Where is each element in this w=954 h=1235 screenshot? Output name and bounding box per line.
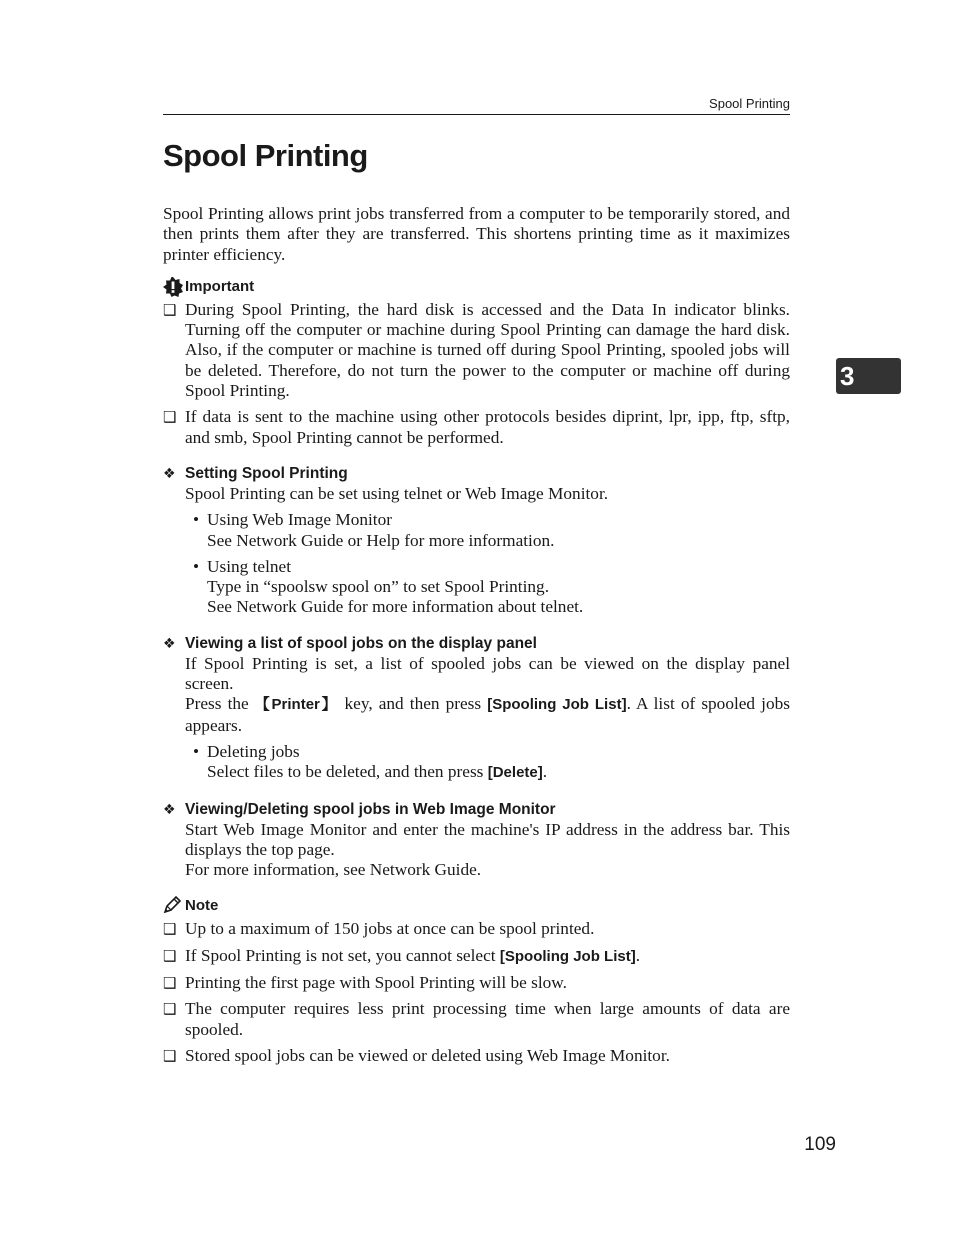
instruction-text: key, and then press: [338, 694, 488, 714]
instruction-text: Select files to be deleted, and then press: [207, 762, 488, 782]
important-label: Important: [185, 277, 255, 295]
diamond-icon: ❖: [163, 465, 176, 482]
viewing-panel-body: [185, 654, 790, 784]
chapter-tab: [836, 358, 901, 394]
important-icon: [163, 277, 185, 297]
spooling-job-list-label: [Spooling Job List]: [487, 696, 627, 714]
bullet-title: Using telnet: [207, 556, 291, 576]
viewing-web-body: [185, 820, 790, 881]
spooling-job-list-label: [Spooling Job List]: [499, 947, 636, 965]
list-item: [185, 510, 790, 551]
note-item: [163, 946, 790, 967]
note-item-text: The computer requires less print processing time when large amounts of data are spooled.: [185, 999, 790, 1039]
checkbox-icon: ❑: [163, 920, 177, 939]
note-label: Note: [185, 897, 219, 915]
viewing-web-paragraph: Start Web Image Monitor and enter the machine's IP address in the address bar. This displays the top page.: [185, 819, 790, 859]
viewing-panel-instructions: [185, 694, 790, 736]
bullet-line: See Network Guide or Help for more information.: [207, 530, 555, 550]
page-content: [163, 204, 790, 1072]
diamond-icon: ❖: [163, 801, 176, 818]
intro-paragraph: Spool Printing allows print jobs transferred from a computer to be temporarily stored, and then prints them after they are transferred. This shortens printing time as it maximizes printer efficiency.: [163, 204, 790, 264]
important-heading: [163, 277, 790, 297]
viewing-panel-heading-text: Viewing a list of spool jobs on the display panel: [185, 634, 537, 652]
viewing-web-paragraph: For more information, see Network Guide.: [185, 860, 482, 880]
note-item-text: Up to a maximum of 150 jobs at once can be spool printed.: [185, 919, 595, 939]
important-item-text: During Spool Printing, the hard disk is accessed and the Data In indicator blinks. Turning off the computer or machine during Spool Printing can damage the hard disk. Also, if the computer or machine is turned off during Spool Printing, spooled jobs will be deleted. Therefore, do not turn the power to the computer or machine off during Spool Printing.: [185, 299, 790, 401]
bullet-icon: •: [192, 741, 200, 761]
running-header: Spool Printing: [709, 96, 790, 111]
bullet-line: [207, 762, 790, 783]
header-rule: [163, 114, 790, 115]
important-item-text: If data is sent to the machine using other protocols besides diprint, lpr, ipp, ftp, sftp, and smb, Spool Printing cannot be performed.: [185, 407, 790, 447]
viewing-web-heading: [163, 800, 790, 820]
checkbox-icon: ❑: [163, 1046, 177, 1065]
viewing-panel-heading: [163, 634, 790, 654]
bullet-icon: •: [192, 510, 200, 530]
note-item: [163, 999, 790, 1040]
viewing-panel-paragraph: If Spool Printing is set, a list of spooled jobs can be viewed on the display panel screen.: [185, 653, 790, 694]
setting-heading-text: Setting Spool Printing: [185, 464, 348, 482]
page-number: 109: [804, 1134, 836, 1155]
setting-heading: [163, 464, 790, 484]
diamond-icon: ❖: [163, 635, 176, 652]
bullet-icon: •: [192, 556, 200, 576]
page-title: Spool Printing: [163, 138, 368, 173]
bullet-line: See Network Guide for more information about telnet.: [207, 597, 584, 617]
instruction-text: . A list of spooled jobs appears.: [185, 694, 790, 735]
list-item: [185, 742, 790, 784]
delete-key-label: [Delete]: [487, 764, 543, 782]
printer-key-label: 【Printer】: [254, 696, 339, 714]
note-item: [163, 919, 790, 939]
important-item: [163, 407, 790, 448]
note-item: [163, 973, 790, 993]
bullet-title: Using Web Image Monitor: [207, 510, 392, 530]
instruction-text: .: [542, 762, 548, 782]
note-text: .: [635, 945, 641, 965]
pencil-icon: [163, 896, 185, 916]
note-item-text: [185, 946, 790, 967]
note-item-text: Stored spool jobs can be viewed or deleted using Web Image Monitor.: [185, 1045, 670, 1065]
checkbox-icon: ❑: [163, 974, 177, 993]
bullet-title: Deleting jobs: [207, 741, 300, 761]
note-item: [163, 1046, 790, 1066]
note-item-text: Printing the first page with Spool Printing will be slow.: [185, 973, 567, 993]
important-item: [163, 300, 790, 401]
bullet-line: Type in “spoolsw spool on” to set Spool Printing.: [207, 577, 550, 597]
instruction-text: Press the: [185, 694, 255, 714]
setting-body: [185, 484, 790, 618]
viewing-web-heading-text: Viewing/Deleting spool jobs in Web Image Monitor: [185, 800, 556, 818]
chapter-number: 3: [840, 361, 855, 391]
checkbox-icon: ❑: [163, 946, 177, 965]
setting-paragraph: Spool Printing can be set using telnet or Web Image Monitor.: [185, 483, 609, 503]
note-heading: [163, 896, 790, 916]
note-text: If Spool Printing is not set, you cannot select: [185, 945, 500, 965]
list-item: [185, 557, 790, 618]
checkbox-icon: ❑: [163, 1000, 177, 1019]
checkbox-icon: ❑: [163, 300, 177, 319]
checkbox-icon: ❑: [163, 408, 177, 427]
